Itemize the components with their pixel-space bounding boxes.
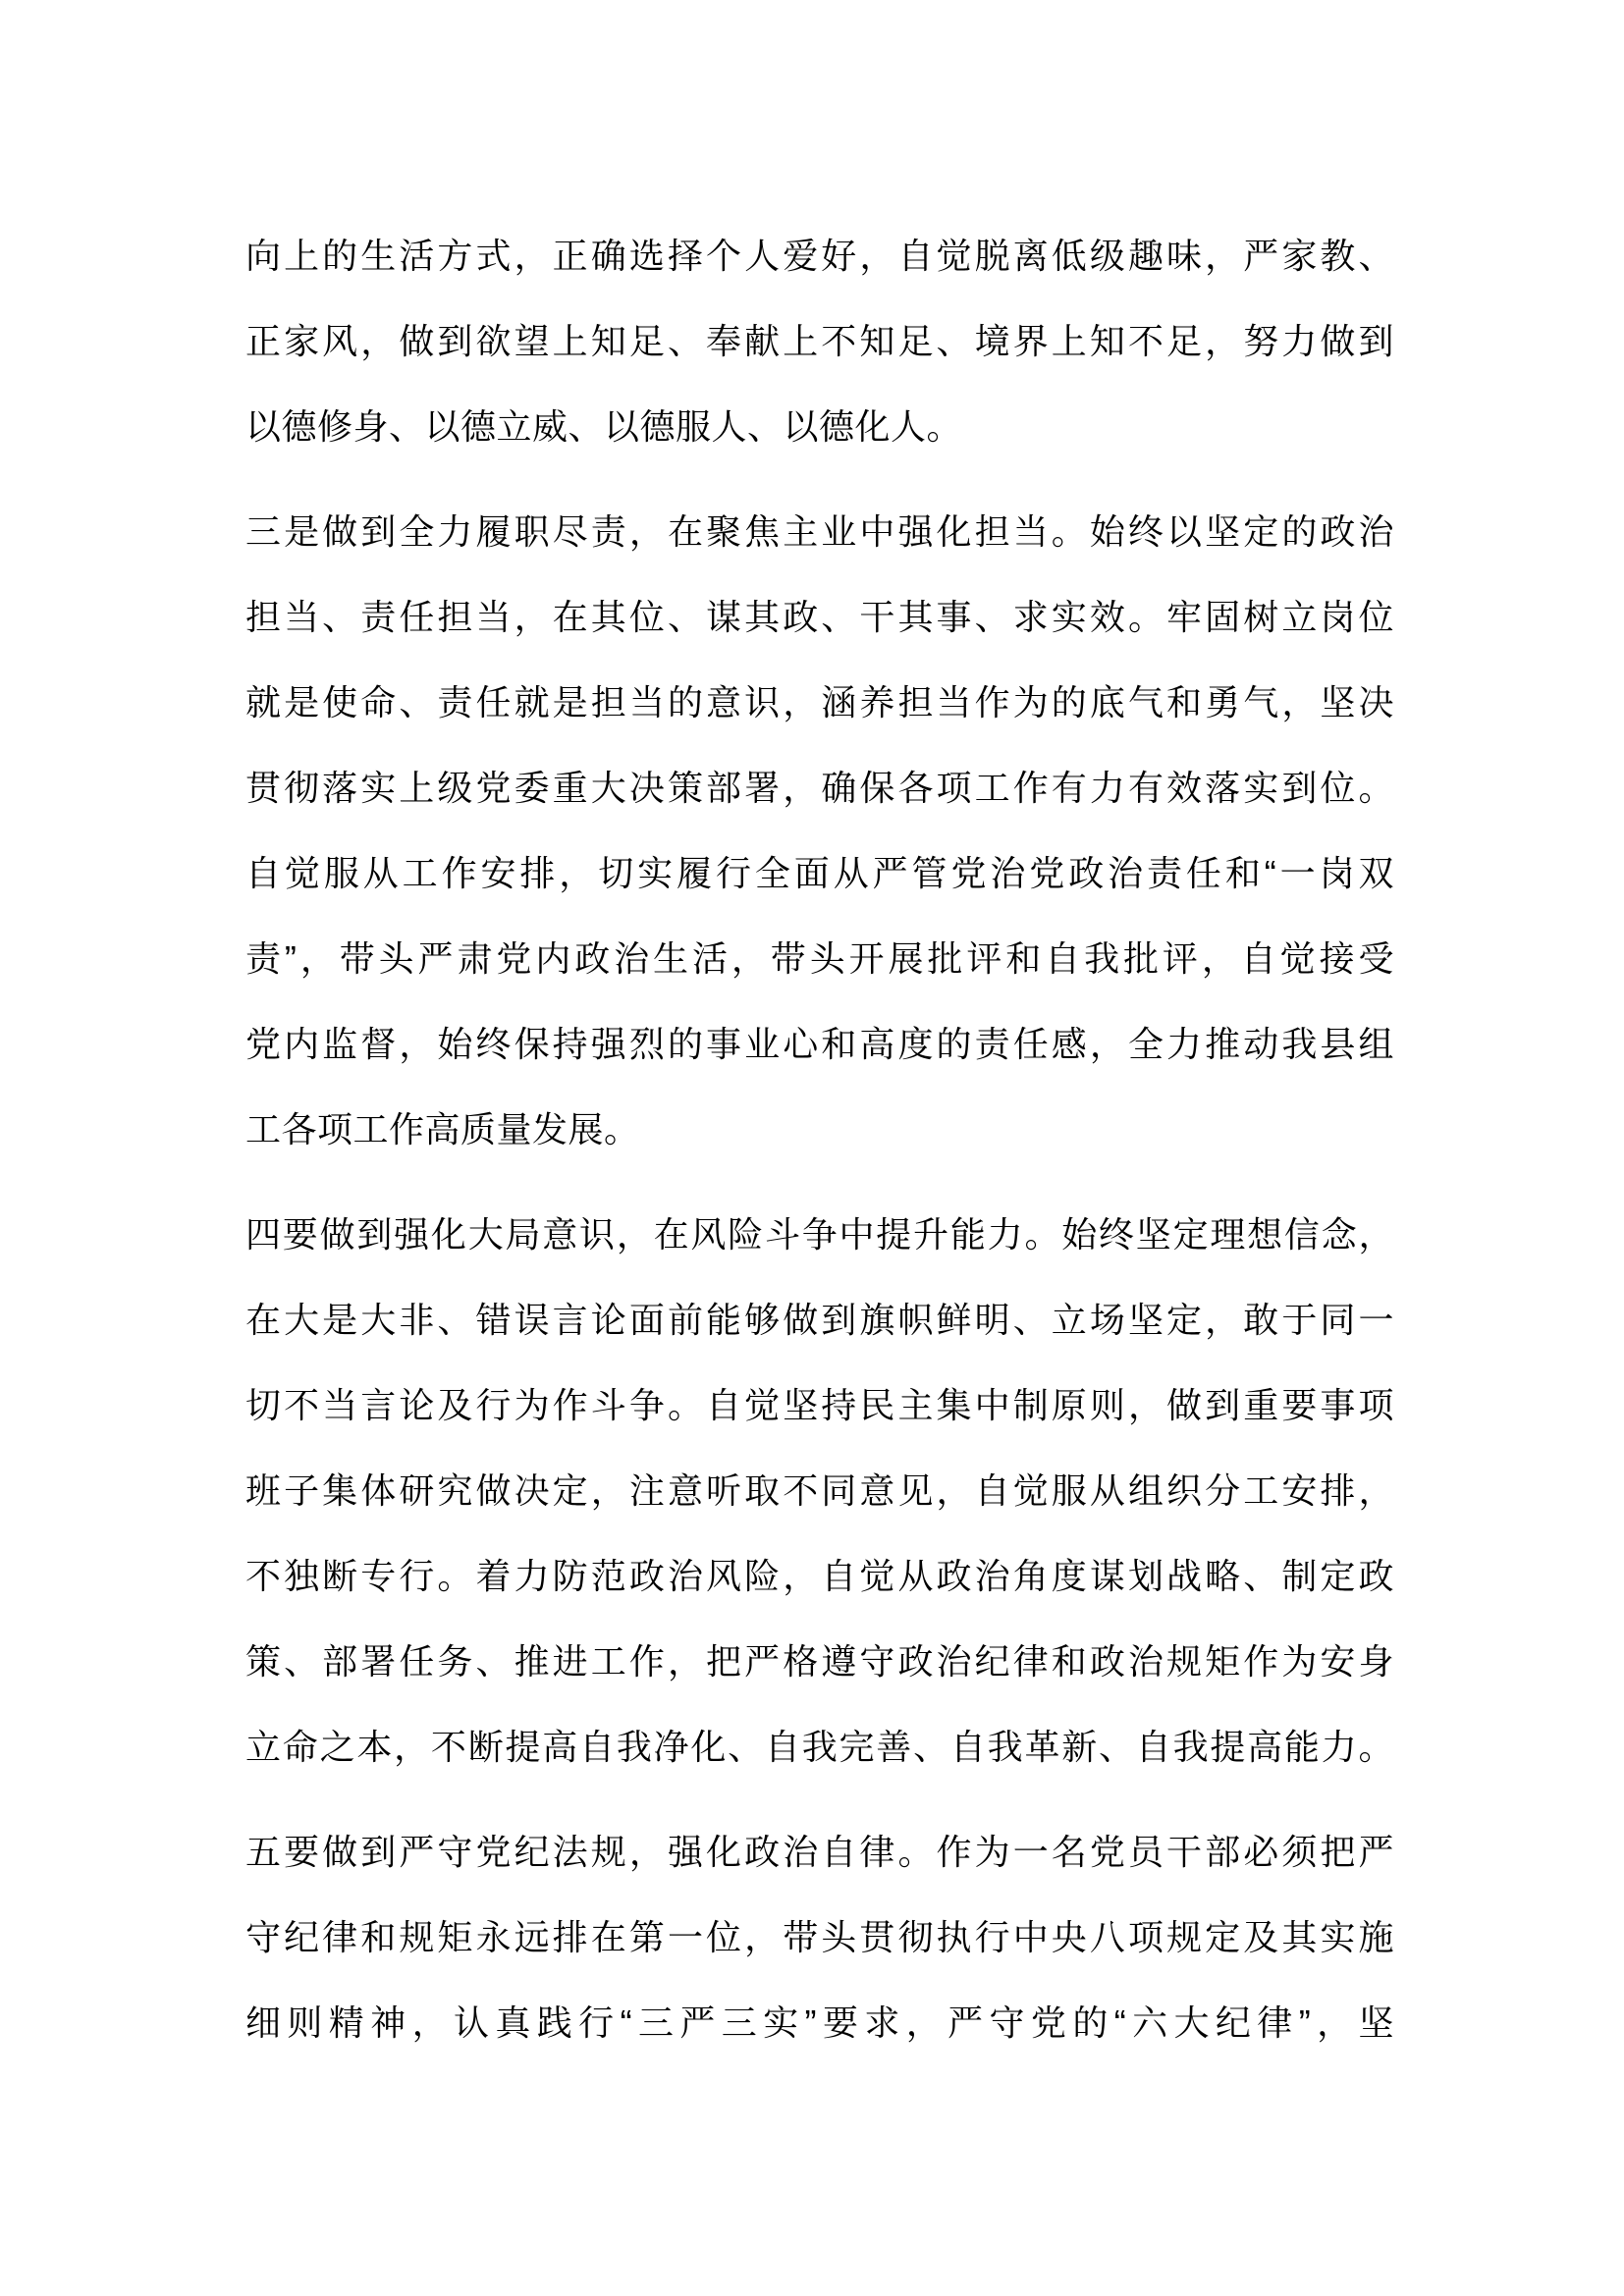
text-line: 五要做到严守党纪法规，强化政治自律。作为一名党员干部必须把严	[245, 1832, 1394, 1872]
text-line: 自觉服从工作安排，切实履行全面从严管党治党政治责任和“一岗双	[245, 853, 1394, 893]
paragraph	[245, 1192, 1394, 1789]
text-line: 守纪律和规矩永远排在第一位，带头贯彻执行中央八项规定及其实施	[245, 1917, 1394, 1957]
text-line: 正家风，做到欲望上知足、奉献上不知足、境界上知不足，努力做到	[245, 321, 1394, 361]
text-line: 立命之本，不断提高自我净化、自我完善、自我革新、自我提高能力。	[245, 1727, 1394, 1767]
text-line: 责”，带头严肃党内政治生活，带头开展批评和自我批评，自觉接受	[245, 938, 1394, 979]
text-line: 党内监督，始终保持强烈的事业心和高度的责任感，全力推动我县组	[245, 1024, 1394, 1064]
text-line: 策、部署任务、推进工作，把严格遵守政治纪律和政治规矩作为安身	[245, 1641, 1394, 1682]
text-line: 以德修身、以德立威、以德服人、以德化人。	[245, 406, 963, 447]
text-line: 三是做到全力履职尽责，在聚焦主业中强化担当。始终以坚定的政治	[245, 511, 1394, 552]
text-line: 不独断专行。着力防范政治风险，自觉从政治角度谋划战略、制定政	[245, 1556, 1394, 1596]
text-line: 在大是大非、错误言论面前能够做到旗帜鲜明、立场坚定，敢于同一	[245, 1300, 1394, 1340]
text-line: 工各项工作高质量发展。	[245, 1109, 640, 1149]
text-line: 班子集体研究做决定，注意听取不同意见，自觉服从组织分工安排，	[245, 1470, 1394, 1511]
text-line: 就是使命、责任就是担当的意识，涵养担当作为的底气和勇气，坚决	[245, 682, 1394, 722]
text-line: 切不当言论及行为作斗争。自觉坚持民主集中制原则，做到重要事项	[245, 1385, 1394, 1425]
text-line: 四要做到强化大局意识，在风险斗争中提升能力。始终坚定理想信念，	[245, 1214, 1394, 1255]
text-line: 细则精神，认真践行“三严三实”要求，严守党的“六大纪律”，坚	[245, 2002, 1394, 2043]
paragraph	[245, 1809, 1394, 2065]
document-text	[245, 213, 1394, 2085]
paragraph	[245, 213, 1394, 469]
text-line: 向上的生活方式，正确选择个人爱好，自觉脱离低级趣味，严家教、	[245, 236, 1394, 276]
paragraph	[245, 489, 1394, 1172]
text-line: 贯彻落实上级党委重大决策部署，确保各项工作有力有效落实到位。	[245, 768, 1394, 808]
text-line: 担当、责任担当，在其位、谋其政、干其事、求实效。牢固树立岗位	[245, 597, 1394, 637]
